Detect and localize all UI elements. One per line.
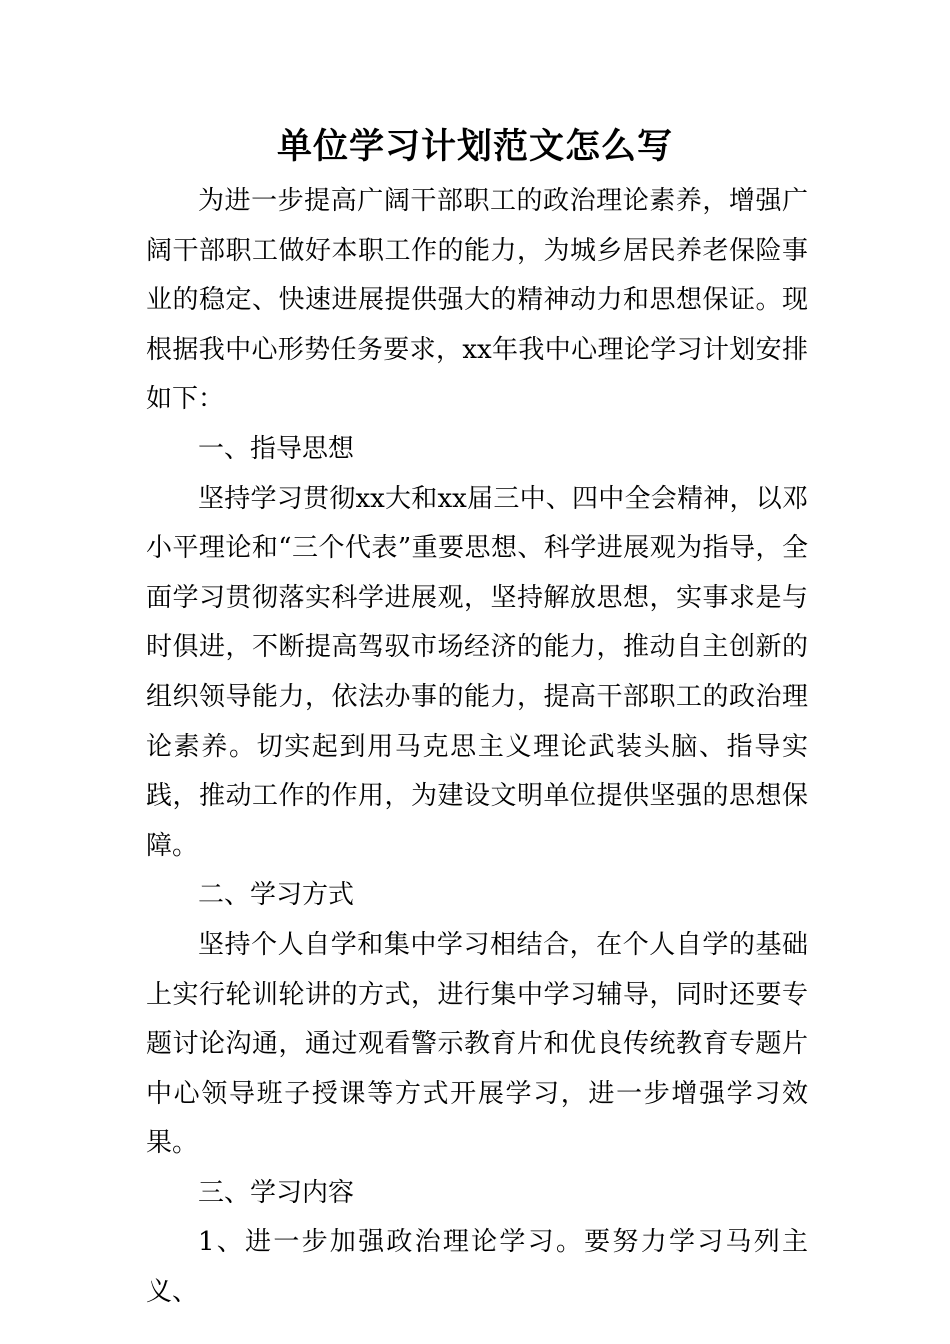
paragraph-study-content-1: 1、进一步加强政治理论学习。要努力学习马列主义、: [146, 1227, 808, 1308]
paragraph-guiding-thought: 坚持学习贯彻xx大和xx届三中、四中全会精神，以邓小平理论和“三个代表”重要思想、科学进展观为指导，全面学习贯彻落实科学进展观，坚持解放思想，实事求是与时俱进，不断提高驾驭市场经济的能力，推动自主创新的组织领导能力，依法办事的能力，提高干部职工的政治理论素养。切实起到用马克思主义理论武装头脑、指导实践，推动工作的作用，为建设文明单位提供坚强的思想保障。: [146, 483, 808, 861]
heading-study-method: 二、学习方式: [198, 880, 355, 911]
document-body: [146, 177, 808, 1318]
heading-study-content: 三、学习内容: [198, 1177, 355, 1208]
paragraph-intro: 为进一步提高广阔干部职工的政治理论素养，增强广阔干部职工做好本职工作的能力，为城乡居民养老保险事业的稳定、快速进展提供强大的精神动力和思想保证。现根据我中心形势任务要求，xx年我中心理论学习计划安排如下：: [146, 186, 808, 415]
heading-guiding-thought: 一、指导思想: [198, 433, 355, 464]
paragraph-study-method: 坚持个人自学和集中学习相结合，在个人自学的基础上实行轮训轮讲的方式，进行集中学习辅导，同时还要专题讨论沟通，通过观看警示教育片和优良传统教育专题片中心领导班子授课等方式开展学习，进一步增强学习效果。: [146, 929, 808, 1159]
document-title: 单位学习计划范文怎么写: [276, 127, 673, 167]
